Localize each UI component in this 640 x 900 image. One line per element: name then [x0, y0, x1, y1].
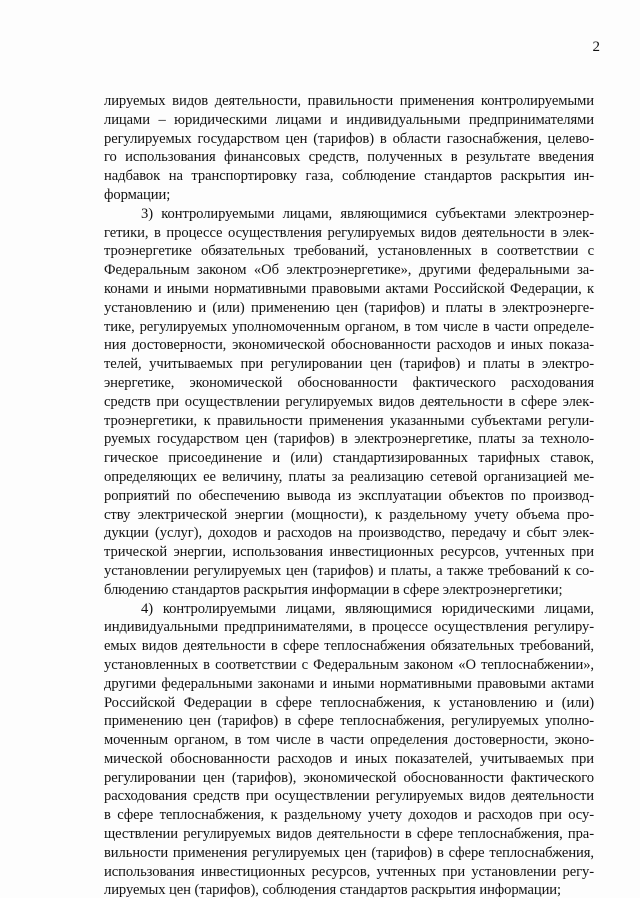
text-line: ству электрической энергии (мощности), к раздельному учету объема про-: [104, 506, 594, 523]
text-line: установленных в соответствии с Федеральным законом «О теплоснабжении»,: [104, 656, 594, 673]
text-line: использования инвестиционных ресурсов, учтенных при установлении регу-: [104, 863, 594, 880]
text-line: в сфере теплоснабжения, к раздельному учету доходов и расходов при осу-: [104, 807, 594, 824]
text-line: установлении регулируемых цен (тарифов) и платы, а также требований к со-: [104, 562, 594, 579]
text-line: го использования финансовых средств, полученных в результате введения: [104, 149, 594, 166]
text-line: другими федеральными законами и иными нормативными правовыми актами: [104, 675, 594, 692]
page-number: 2: [592, 39, 600, 55]
text-line: лируемых видов деятельности, правильности применения контролируемыми: [104, 93, 594, 109]
text-line: гическое присоединение и (или) стандартизированных тарифных ставок,: [104, 450, 594, 467]
body-text: [104, 92, 594, 900]
text-line: определяющих ее величину, платы за реализацию сетевой организацией ме-: [104, 468, 594, 485]
text-line: моченным органом, в том числе в части определения достоверности, эконо-: [104, 732, 594, 749]
text-line: конами и иными нормативными правовыми актами Российской Федерации, к: [104, 280, 594, 297]
text-line: регулировании цен (тарифов), экономической обоснованности фактического: [104, 769, 594, 786]
text-line: применению цен (тарифов) в сфере теплоснабжения, регулируемых уполно-: [104, 713, 594, 730]
text-line: регулируемых государством цен (тарифов) в области газоснабжения, целево-: [104, 130, 594, 147]
text-line: энергетике, экономической обоснованности фактического расходования: [104, 374, 594, 391]
text-line: троэнергетике обязательных требований, установленных в соответствии с: [104, 243, 594, 260]
text-line: Российской Федерации в сфере теплоснабжения, к установлению и (или): [104, 694, 594, 711]
text-line: 3) контролируемыми лицами, являющимися субъектами электроэнер-: [141, 205, 594, 222]
text-line: тике, регулируемых уполномоченным органом, в том числе в части определе-: [104, 318, 594, 335]
text-line: троэнергетики, к правильности применения указанными субъектами регули-: [104, 412, 594, 429]
text-line: лицами – юридическими лицами и индивидуальными предпринимателями: [104, 111, 594, 128]
text-line: ществлении регулируемых видов деятельности в сфере теплоснабжения, пра-: [104, 826, 594, 843]
text-line: расходования средств при осуществлении регулируемых видов деятельности: [104, 788, 594, 805]
text-line: средств при осуществлении регулируемых видов деятельности в сфере элек-: [104, 393, 594, 410]
text-line: Федеральным законом «Об электроэнергетике», другими федеральными за-: [104, 262, 594, 279]
text-line: гетики, в процессе осуществления регулируемых видов деятельности в элек-: [104, 224, 594, 241]
text-line: ния достоверности, экономической обоснованности расходов и иных показа-: [104, 337, 594, 354]
text-line: телей, учитываемых при регулировании цен (тарифов) и платы в электро-: [104, 356, 594, 373]
text-line: лируемых цен (тарифов), соблюдения стандартов раскрытия информации;: [104, 882, 562, 899]
text-line: роприятий по обеспечению вывода из эксплуатации объектов по производ-: [104, 487, 594, 504]
text-line: мической обоснованности расходов и иных показателей, учитываемых при: [104, 750, 594, 767]
text-line: формации;: [104, 186, 171, 203]
text-line: руемых государством цен (тарифов) в электроэнергетике, платы за техноло-: [104, 431, 594, 448]
text-line: 4) контролируемыми лицами, являющимися юридическими лицами,: [141, 600, 594, 617]
text-line: надбавок на транспортировку газа, соблюдение стандартов раскрытия ин-: [104, 168, 594, 185]
text-line: блюдению стандартов раскрытия информации в сфере электроэнергетики;: [104, 581, 563, 598]
text-line: дукции (услуг), доходов и расходов на производство, передачу и сбыт элек-: [104, 525, 594, 542]
text-line: вильности применения регулируемых цен (тарифов) в сфере теплоснабжения,: [104, 844, 594, 861]
text-line: установлению и (или) применению цен (тарифов) и платы в электроэнерге-: [104, 299, 594, 316]
text-line: емых видов деятельности в сфере теплоснабжения обязательных требований,: [104, 638, 594, 655]
text-line: трической энергии, использования инвестиционных ресурсов, учтенных при: [104, 544, 594, 561]
text-line: индивидуальными предпринимателями, в процессе осуществления регулиру-: [104, 619, 594, 636]
